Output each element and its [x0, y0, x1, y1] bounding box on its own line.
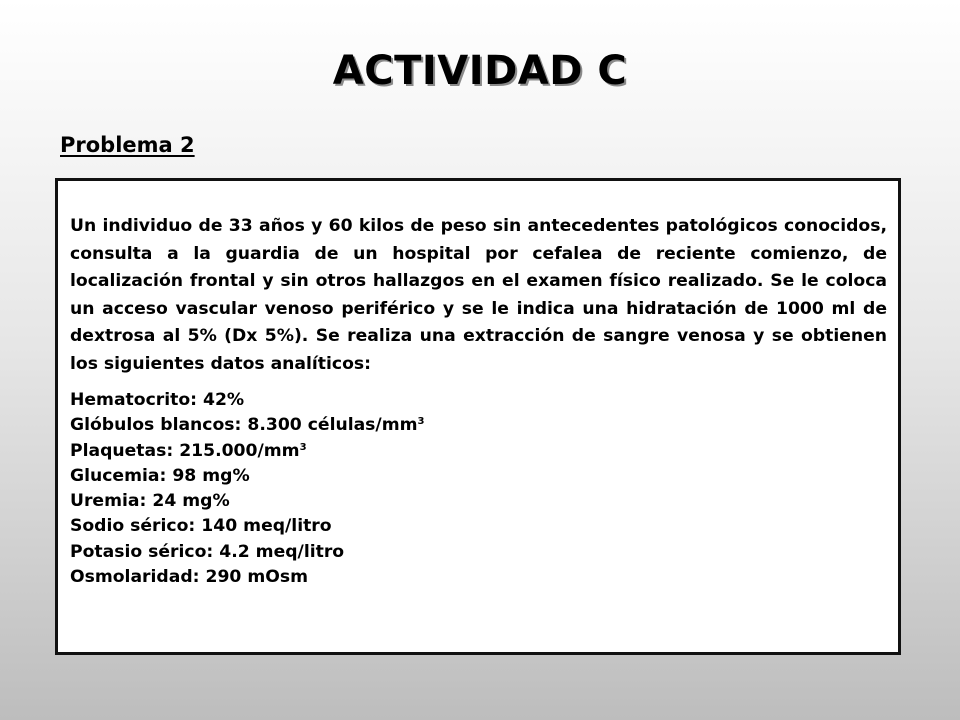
lab-value: 24 mg% [152, 491, 230, 512]
lab-label: Uremia: [70, 491, 147, 512]
lab-value: 290 mOsm [205, 567, 309, 588]
lab-result-uremia [70, 489, 670, 514]
lab-label: Plaquetas: [70, 440, 174, 461]
lab-value: 42% [203, 390, 245, 410]
lab-result-hematocrito [70, 388, 670, 413]
lab-label: Glóbulos blancos: [70, 415, 242, 436]
lab-result-globulos-blancos [70, 413, 670, 438]
lab-label: Hematocrito: [70, 390, 198, 410]
lab-label: Potasio sérico: [70, 541, 214, 562]
lab-unit-exponent: 3 [417, 416, 425, 428]
case-description: Un individuo de 33 años y 60 kilos de peso sin antecedentes patológicos conocidos, consulta a la guardia de un hospital por cefalea de reciente comienzo, de localización frontal y sin otros hallazgos en el examen físico realizado. Se le coloca un acceso vascular venoso periférico y se le indica una hidratación de 1000 ml de dextrosa al 5% (Dx 5%). Se realiza una extracción de sangre venosa y se obtienen los siguientes datos analíticos: [70, 216, 887, 374]
lab-results-list [70, 388, 670, 590]
lab-result-potasio [70, 540, 670, 565]
lab-value: 4.2 meq/litro [219, 541, 345, 562]
lab-label: Osmolaridad: [70, 567, 200, 588]
problem-box [55, 178, 901, 655]
lab-result-plaquetas [70, 439, 670, 464]
problem-heading: Problema 2 [60, 133, 195, 157]
lab-value: 140 meq/litro [201, 516, 332, 537]
lab-value: 215.000/mm [179, 440, 300, 461]
lab-label: Sodio sérico: [70, 516, 196, 537]
slide-title: ACTIVIDAD C [332, 48, 628, 94]
lab-unit-exponent: 3 [299, 441, 307, 453]
lab-label: Glucemia: [70, 465, 167, 486]
lab-result-sodio [70, 514, 670, 539]
lab-result-glucemia [70, 464, 670, 489]
lab-value: 8.300 células/mm [247, 415, 418, 436]
lab-result-osmolaridad [70, 565, 670, 590]
lab-value: 98 mg% [172, 465, 250, 486]
